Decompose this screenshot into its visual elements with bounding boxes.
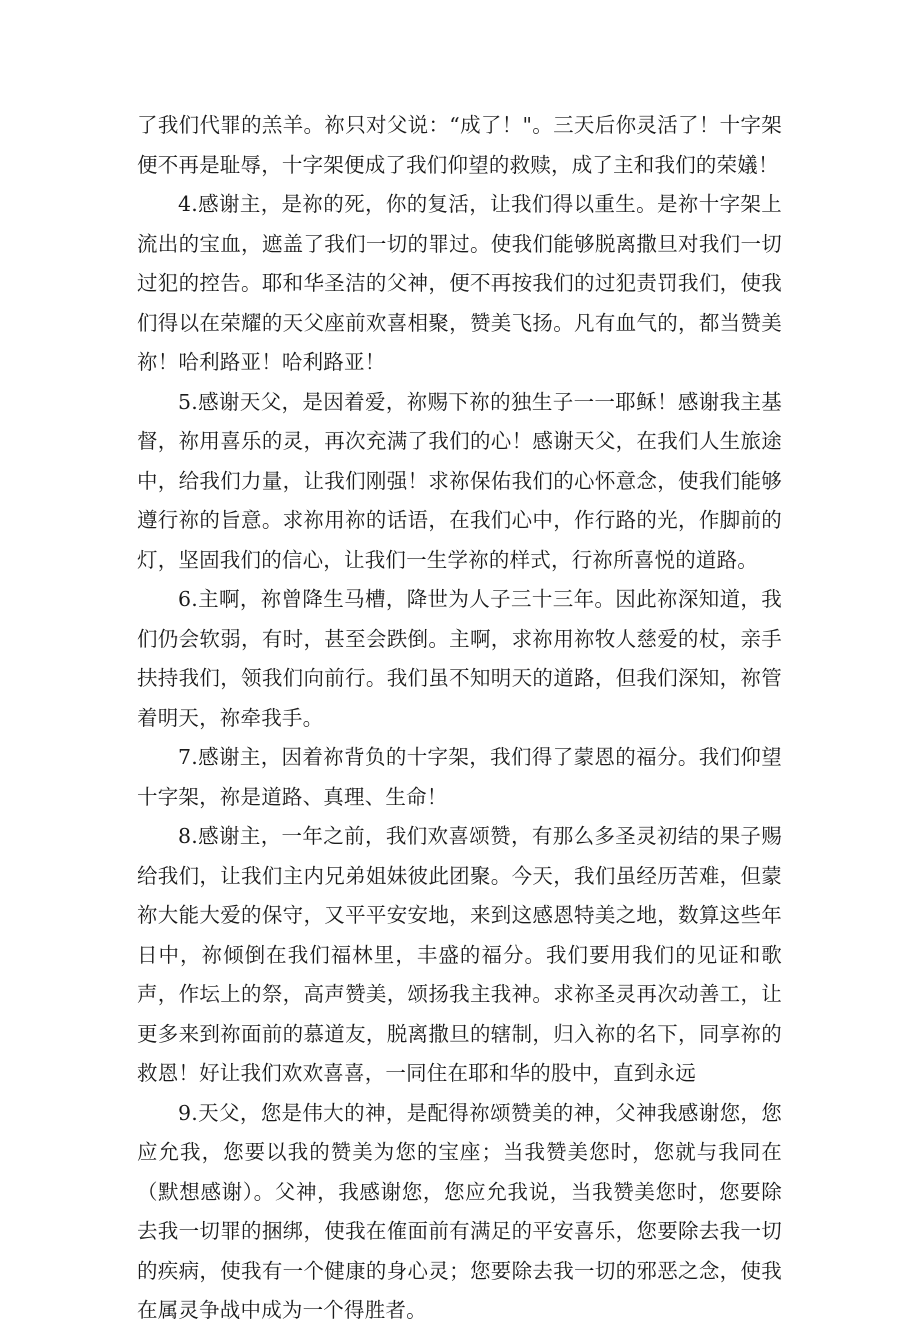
paragraph-number: 8 (178, 824, 192, 848)
paragraph-number: 5 (178, 389, 192, 414)
paragraph-text: .主啊，祢曾降生马槽，降世为人子三十三年。因此祢深知道，我们仍会软弱，有时，甚至会跌倒。主啊，求祢用祢牧人慈爱的杖，亲手扶持我们，领我们向前行。我们虽不知明天的道路，但我们深知，祢管着明天，祢牵我手。 (137, 587, 782, 730)
paragraph-6 (137, 580, 782, 738)
paragraph-number: 9 (178, 1100, 192, 1125)
document-body (137, 106, 782, 1331)
paragraph-5 (137, 383, 782, 581)
paragraph-text: 了我们代罪的羔羊。祢只对父说：“成了！"。三天后你灵活了！十字架便不再是耻辱，十字架便成了我们仰望的救赎，成了主和我们的荣嬟！ (137, 113, 782, 177)
paragraph-4 (137, 185, 782, 383)
paragraph-text: .感谢主，一年之前，我们欢喜颂赞，有那么多圣灵初结的果子赐给我们，让我们主内兄弟姐妹彼此团聚。今天，我们虽经历苦难，但蒙祢大能大爱的保守，又平平安安地，来到这感恩特美之地，数算这些年日中，祢倾倒在我们福林里，丰盛的福分。我们要用我们的见证和歌声，作坛上的祭，高声赞美，颂扬我主我神。求祢圣灵再次动善工，让更多来到祢面前的慕道友，脱离撒旦的辖制，归入祢的名下，同享祢的救恩！好让我们欢欢喜喜，一同住在耶和华的股中，直到永远 (137, 824, 782, 1085)
paragraph-7 (137, 738, 782, 817)
paragraph-text: .天父，您是伟大的神，是配得祢颂赞美的神，父神我感谢您，您应允我，您要以我的赞美为您的宝座；当我赞美您时，您就与我同在（默想感谢）。父神，我感谢您，您应允我说，当我赞美您时，您要除去我一切罪的捆绑，使我在傕面前有满足的平安喜乐，您要除去我一切的疾病，使我有一个健康的身心灵；您要除去我一切的邪恶之念，使我在属灵争战中成为一个得胜者。 (137, 1100, 782, 1322)
paragraph-9 (137, 1094, 782, 1331)
paragraph-text: .感谢主，是祢的死，你的复活，让我们得以重生。是祢十字架上流出的宝血，遮盖了我们一切的罪过。使我们能够脱离撒旦对我们一切过犯的控告。耶和华圣洁的父神，便不再按我们的过犯责罚我们，使我们得以在荣耀的天父座前欢喜相聚，赞美飞扬。凡有血气的，都当赞美祢！哈利路亚！哈利路亚！ (137, 192, 782, 374)
paragraph-number: 7 (178, 745, 192, 769)
paragraph-text: .感谢主，因着祢背负的十字架，我们得了蒙恩的福分。我们仰望十字架，祢是道路、真理、生命！ (137, 745, 782, 809)
paragraph-continuation (137, 106, 782, 185)
paragraph-number: 6 (178, 587, 192, 611)
paragraph-text: .感谢天父，是因着爱，祢赐下祢的独生子一一耶稣！感谢我主基督，祢用喜乐的灵，再次充满了我们的心！感谢天父，在我们人生旅途中，给我们力量，让我们刚强！求祢保佑我们的心怀意念，使我们能够遵行祢的旨意。求祢用祢的话语，在我们心中，作行路的光，作脚前的灯，坚固我们的信心，让我们一生学祢的样式，行祢所喜悦的道路。 (137, 389, 782, 572)
paragraph-number: 4 (178, 192, 192, 216)
paragraph-8 (137, 817, 782, 1094)
